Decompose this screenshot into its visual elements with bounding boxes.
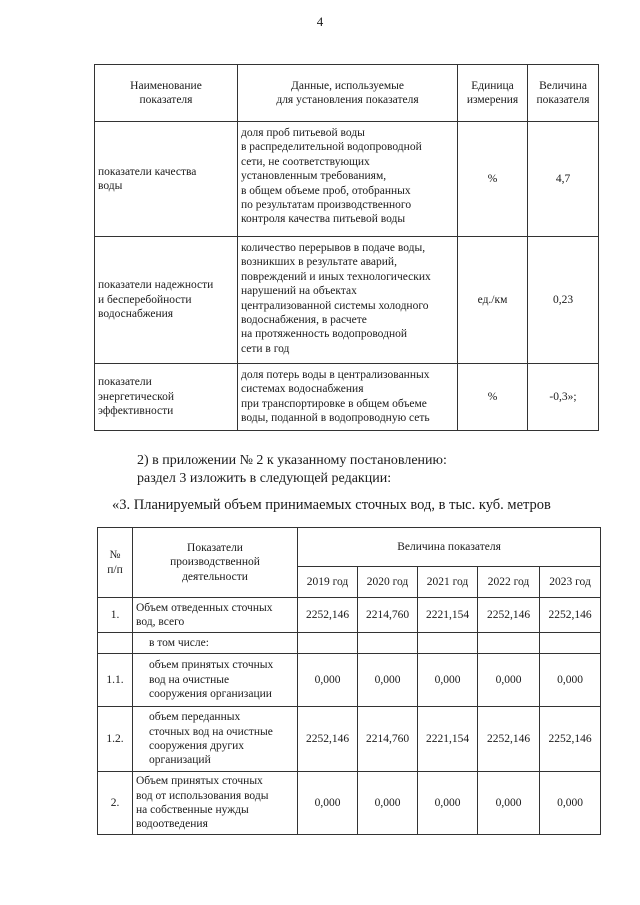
header-year: 2022 год: [478, 567, 540, 598]
indicator-name: показатели качества воды: [95, 122, 238, 237]
table-header-row: [95, 65, 599, 122]
header-number: № п/п: [98, 528, 133, 598]
indicator-value: -0,3»;: [528, 364, 599, 431]
row-value: [358, 633, 418, 654]
indicators-table: [94, 64, 599, 431]
indicator-name: показатели надежности и бесперебойности водоснабжения: [95, 237, 238, 364]
table-row: [95, 122, 599, 237]
indicator-value: 4,7: [528, 122, 599, 237]
section-heading: «3. Планируемый объем принимаемых сточных вод, в тыс. куб. метров: [112, 497, 551, 513]
row-value: [478, 633, 540, 654]
row-value: 2221,154: [418, 707, 478, 772]
header-name: Наименование показателя: [95, 65, 238, 122]
header-year: 2023 год: [540, 567, 601, 598]
indicator-description: доля проб питьевой воды в распределительной водопроводной сети, не соответствующих установленным требованиям, в общем объеме проб, отобранных по результатам производственного контроля качества питьевой воды: [238, 122, 458, 237]
row-value: 0,000: [540, 654, 601, 707]
row-value: 2252,146: [298, 598, 358, 633]
indicator-unit: ед./км: [458, 237, 528, 364]
row-number: [98, 633, 133, 654]
row-number: 1.1.: [98, 654, 133, 707]
row-indicator: объем переданных сточных вод на очистные сооружения других организаций: [133, 707, 298, 772]
row-value: 0,000: [478, 772, 540, 835]
header-indicator: Показатели производственной деятельности: [133, 528, 298, 598]
indicator-description: количество перерывов в подаче воды, возникших в результате аварий, повреждений и иных технологических нарушений на объектах централизованной системы холодного водоснабжения, в расчете на протяженность водопроводной сети в год: [238, 237, 458, 364]
row-value: 2252,146: [478, 598, 540, 633]
table-row: [98, 707, 601, 772]
header-year: 2019 год: [298, 567, 358, 598]
row-indicator: Объем отведенных сточных вод, всего: [133, 598, 298, 633]
row-value: 2252,146: [478, 707, 540, 772]
row-indicator: объем принятых сточных вод на очистные сооружения организации: [133, 654, 298, 707]
table-row: [98, 772, 601, 835]
row-value: 0,000: [478, 654, 540, 707]
indicator-description: доля потерь воды в централизованных системах водоснабжения при транспортировке в общем объеме воды, поданной в водопроводную сеть: [238, 364, 458, 431]
row-value: 0,000: [298, 772, 358, 835]
row-value: 2252,146: [298, 707, 358, 772]
row-value: 0,000: [358, 654, 418, 707]
table-row: [95, 364, 599, 431]
header-value: Величина показателя: [528, 65, 599, 122]
row-value: 0,000: [418, 772, 478, 835]
row-value: 0,000: [418, 654, 478, 707]
amendment-instruction: раздел 3 изложить в следующей редакции:: [137, 471, 392, 486]
row-value: 0,000: [540, 772, 601, 835]
indicator-unit: %: [458, 122, 528, 237]
row-value: [298, 633, 358, 654]
row-value: 2252,146: [540, 707, 601, 772]
wastewater-volume-table: [97, 527, 601, 835]
row-number: 2.: [98, 772, 133, 835]
row-value: 2252,146: [540, 598, 601, 633]
indicator-name: показатели энергетической эффективности: [95, 364, 238, 431]
table-row: [98, 654, 601, 707]
table-row: [98, 598, 601, 633]
header-year: 2020 год: [358, 567, 418, 598]
row-value: 0,000: [358, 772, 418, 835]
table-row: [98, 633, 601, 654]
header-year: 2021 год: [418, 567, 478, 598]
row-value: [418, 633, 478, 654]
row-number: 1.: [98, 598, 133, 633]
header-data: Данные, используемые для установления показателя: [238, 65, 458, 122]
header-value-group: Величина показателя: [298, 528, 601, 567]
table-row: [95, 237, 599, 364]
row-value: 0,000: [298, 654, 358, 707]
row-value: [540, 633, 601, 654]
table-header-row: [98, 528, 601, 567]
indicator-value: 0,23: [528, 237, 599, 364]
row-number: 1.2.: [98, 707, 133, 772]
row-indicator: Объем принятых сточных вод от использования воды на собственные нужды водоотведения: [133, 772, 298, 835]
page-number: 4: [316, 14, 324, 29]
row-value: 2214,760: [358, 598, 418, 633]
header-unit: Единица измерения: [458, 65, 528, 122]
row-value: 2221,154: [418, 598, 478, 633]
indicator-unit: %: [458, 364, 528, 431]
row-value: 2214,760: [358, 707, 418, 772]
row-indicator: в том числе:: [133, 633, 298, 654]
amendment-paragraph: 2) в приложении № 2 к указанному постановлению:: [137, 453, 447, 468]
